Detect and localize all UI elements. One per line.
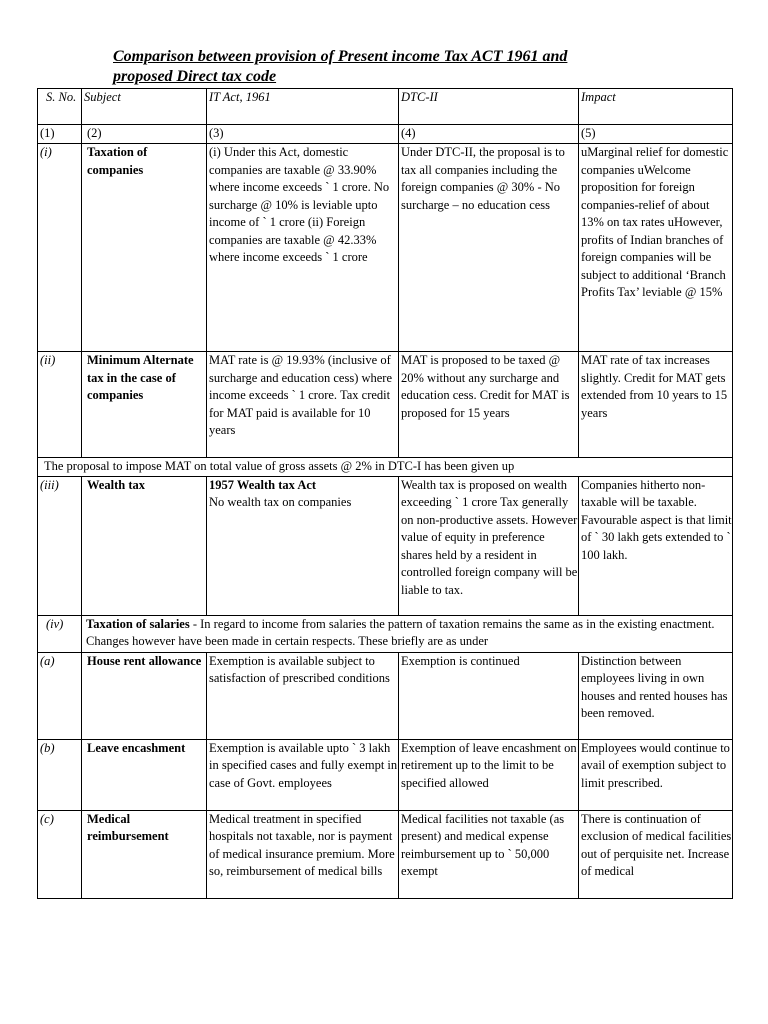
row-a-dtc: Exemption is continued (399, 652, 579, 739)
header-row (38, 89, 733, 125)
num-col-2: (2) (82, 125, 207, 144)
row-iii-impact: Companies hitherto non-taxable will be taxable. Favourable aspect is that limit of ` 30 lakh gets extended to ` 100 lakh. (579, 476, 733, 615)
row-c-sno: (c) (38, 810, 82, 898)
numbering-row (38, 125, 733, 144)
row-i-dtc: Under DTC-II, the proposal is to tax all companies including the foreign companies @ 30% - No surcharge – no education cess (399, 144, 579, 352)
row-iii-itact (207, 476, 399, 615)
row-a-sno: (a) (38, 652, 82, 739)
row-iii-itact-text: No wealth tax on companies (209, 495, 352, 509)
mat-note: The proposal to impose MAT on total value of gross assets @ 2% in DTC-I has been given up (38, 458, 733, 477)
table-row (38, 352, 733, 458)
row-ii-impact: MAT rate of tax increases slightly. Credit for MAT gets extended from 10 years to 15 years (579, 352, 733, 458)
row-b-subject: Leave encashment (82, 739, 207, 810)
comparison-table (37, 88, 733, 899)
mat-note-row (38, 458, 733, 477)
row-iii-sno: (iii) (38, 476, 82, 615)
header-subject: Subject (82, 89, 207, 125)
row-iii-dtc: Wealth tax is proposed on wealth exceeding ` 1 crore Tax generally on non-productive assets. However value of equity in preference shares held by a resident in controlled foreign company will be liable to tax. (399, 476, 579, 615)
row-i-subject: Taxation of companies (82, 144, 207, 352)
title-line-1: Comparison between provision of Present income Tax ACT 1961 and (113, 48, 568, 65)
table-row (38, 739, 733, 810)
header-dtc: DTC-II (399, 89, 579, 125)
row-b-dtc: Exemption of leave encashment on retirement up to the limit to be specified allowed (399, 739, 579, 810)
row-a-impact: Distinction between employees living in own houses and rented houses has been removed. (579, 652, 733, 739)
salaries-row (38, 615, 733, 652)
row-c-itact: Medical treatment in specified hospitals not taxable, nor is payment of medical insurance premium. More so, reimbursement of medical bills (207, 810, 399, 898)
row-i-sno: (i) (38, 144, 82, 352)
table-row (38, 652, 733, 739)
row-b-sno: (b) (38, 739, 82, 810)
table-row (38, 144, 733, 352)
row-ii-subject: Minimum Alternate tax in the case of companies (82, 352, 207, 458)
row-a-subject: House rent allowance (82, 652, 207, 739)
table-row (38, 810, 733, 898)
row-ii-sno: (ii) (38, 352, 82, 458)
row-c-subject: Medical reimbursement (82, 810, 207, 898)
title-line-2: proposed Direct tax code (113, 68, 277, 85)
row-b-itact: Exemption is available upto ` 3 lakh in specified cases and fully exempt in case of Govt. employees (207, 739, 399, 810)
row-b-impact: Employees would continue to avail of exemption subject to limit prescribed. (579, 739, 733, 810)
num-col-4: (4) (399, 125, 579, 144)
salaries-lead: Taxation of salaries (86, 616, 190, 631)
row-a-itact: Exemption is available subject to satisfaction of prescribed conditions (207, 652, 399, 739)
row-iv-sno: (iv) (38, 615, 82, 652)
row-c-impact: There is continuation of exclusion of medical facilities out of perquisite net. Increase of medical (579, 810, 733, 898)
row-c-dtc: Medical facilities not taxable (as present) and medical expense reimbursement up to ` 50,000 exempt (399, 810, 579, 898)
table-row (38, 476, 733, 615)
salaries-description: - In regard to income from salaries the pattern of taxation remains the same as in the existing enactment. Changes however have been made in certain respects. These briefly are as under (86, 616, 715, 648)
num-col-3: (3) (207, 125, 399, 144)
header-impact: Impact (579, 89, 733, 125)
header-itact: IT Act, 1961 (207, 89, 399, 125)
header-sno: S. No. (38, 89, 82, 125)
row-i-itact: (i) Under this Act, domestic companies are taxable @ 33.90% where income exceeds ` 1 crore. No surcharge @ 10% is leviable upto income of ` 1 crore (ii) Foreign companies are taxable @ 42.33% where income exceeds ` 1 crore (207, 144, 399, 352)
document-title (113, 47, 673, 87)
row-iii-subject: Wealth tax (82, 476, 207, 615)
num-col-1: (1) (38, 125, 82, 144)
wealth-tax-act-heading: 1957 Wealth tax Act (209, 477, 317, 492)
num-col-5: (5) (579, 125, 733, 144)
row-iv-text (82, 615, 733, 652)
row-ii-itact: MAT rate is @ 19.93% (inclusive of surcharge and education cess) where income exceeds ` 1 crore. Tax credit for MAT paid is available for 10 years (207, 352, 399, 458)
row-i-impact: uMarginal relief for domestic companies uWelcome proposition for foreign companies-relief of about 13% on tax rates uHowever, profits of Indian branches of foreign companies will be subject to additional ‘Branch Profits Tax’ leviable @ 15% (579, 144, 733, 352)
row-ii-dtc: MAT is proposed to be taxed @ 20% without any surcharge and education cess. Credit for MAT is proposed for 15 years (399, 352, 579, 458)
